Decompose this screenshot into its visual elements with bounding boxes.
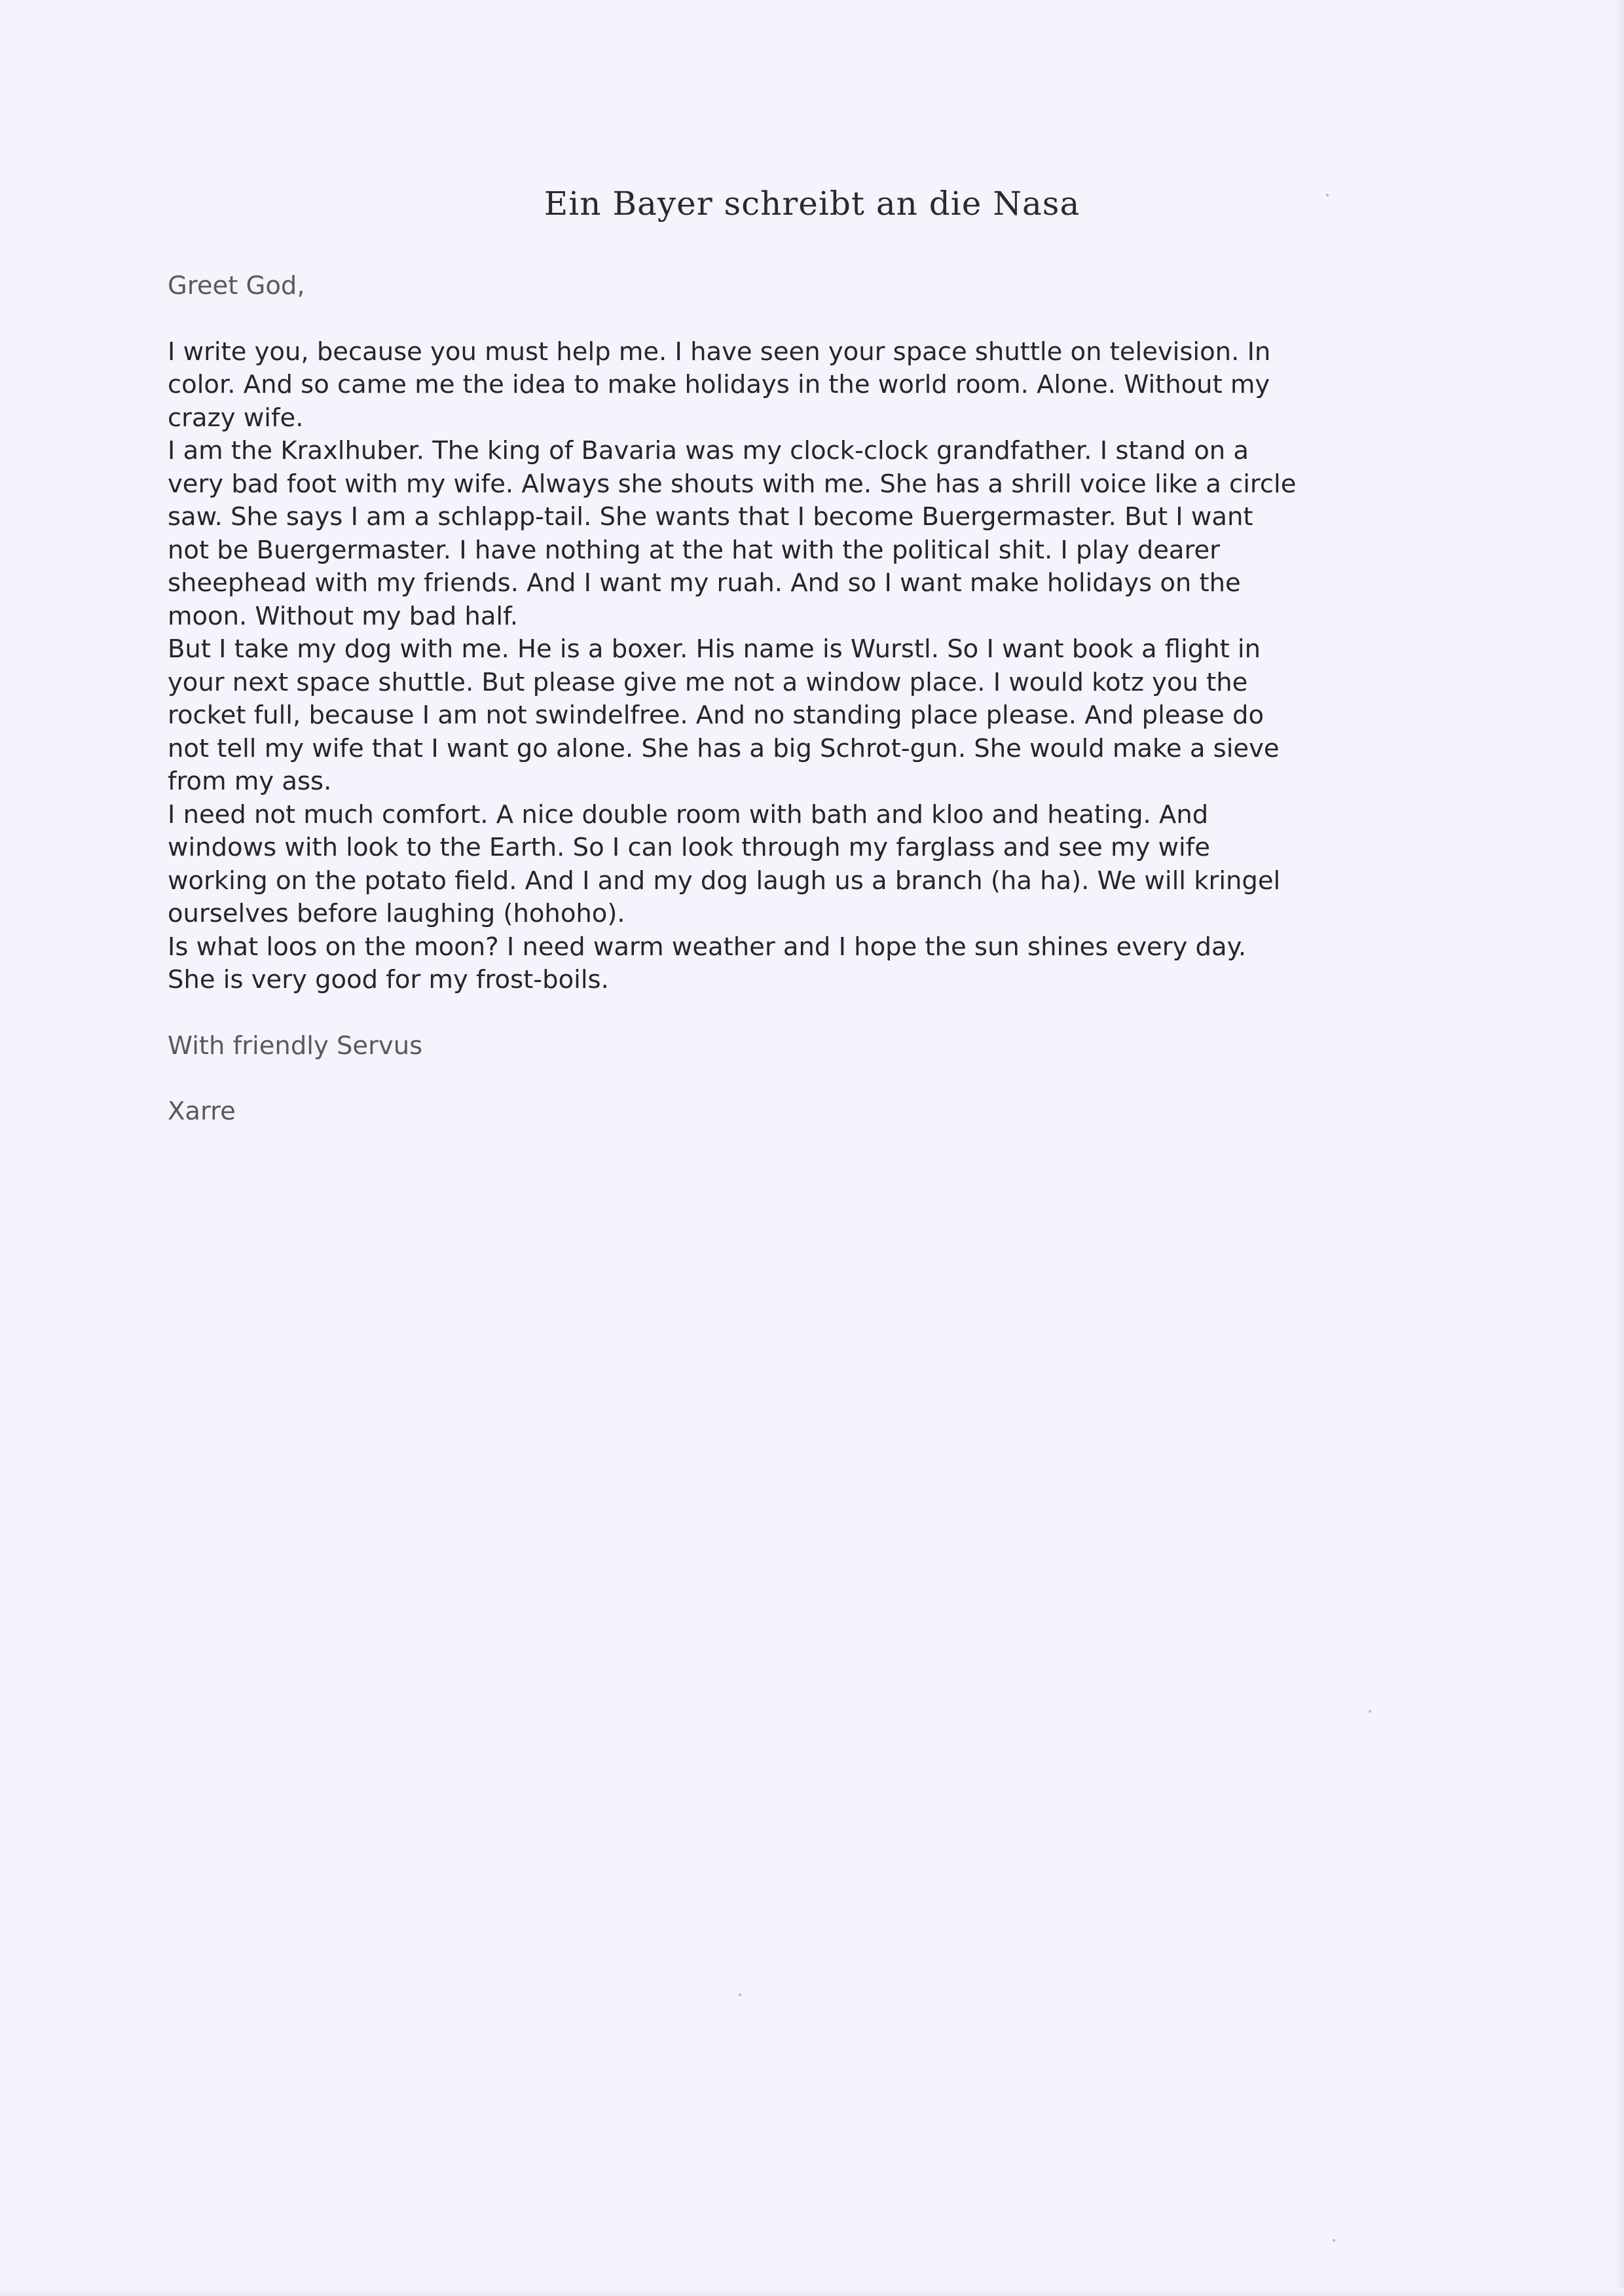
body-line: She is very good for my frost-boils. <box>168 965 609 994</box>
body-line: But I take my dog with me. He is a boxer. His name is Wurstl. So I want book a flight in <box>168 634 1261 664</box>
body-line: not be Buergermaster. I have nothing at the hat with the political shit. I play dearer <box>168 535 1220 565</box>
body-line: working on the potato field. And I and my dog laugh us a branch (ha ha). We will kringel <box>168 866 1281 896</box>
body-line: not tell my wife that I want go alone. She has a big Schrot-gun. She would make a sieve <box>168 733 1280 763</box>
body-line: rocket full, because I am not swindelfree. And no standing place please. And please do <box>168 701 1264 730</box>
body-line: I write you, because you must help me. I have seen your space shuttle on television. In <box>168 337 1271 367</box>
letter-signature: Xarre <box>168 1097 236 1126</box>
letter-title: Ein Bayer schreibt an die Nasa <box>544 185 1080 223</box>
body-line: windows with look to the Earth. So I can look through my farglass and see my wife <box>168 833 1210 862</box>
letter-closing: With friendly Servus <box>168 1030 423 1061</box>
scan-speck <box>1369 1710 1371 1713</box>
body-line: I am the Kraxlhuber. The king of Bavaria was my clock-clock grandfather. I stand on a <box>168 436 1249 465</box>
letter-text <box>168 270 1438 1129</box>
body-line: your next space shuttle. But please give me not a window place. I would kotz you the <box>168 667 1248 697</box>
scan-speck <box>1326 194 1329 196</box>
scan-speck <box>739 1994 741 1996</box>
scan-edge-right <box>1615 0 1624 2296</box>
body-line: very bad foot with my wife. Always she shouts with me. She has a shrill voice like a circle <box>168 469 1297 499</box>
body-line: I need not much comfort. A nice double room with bath and kloo and heating. And <box>168 799 1209 829</box>
letter-body <box>168 336 1438 997</box>
body-line: moon. Without my bad half. <box>168 601 519 631</box>
body-line: from my ass. <box>168 767 332 796</box>
body-line: sheephead with my friends. And I want my ruah. And so I want make holidays on the <box>168 568 1241 598</box>
letter-greeting: Greet God, <box>168 271 305 301</box>
body-line: ourselves before laughing (hohoho). <box>168 899 625 928</box>
body-line: color. And so came me the idea to make holidays in the world room. Alone. Without my <box>168 370 1270 399</box>
body-line: saw. She says I am a schlapp-tail. She wants that I become Buergermaster. But I want <box>168 502 1253 532</box>
scan-edge-bottom <box>0 2288 1624 2296</box>
scan-speck <box>1333 2239 1335 2242</box>
body-line: crazy wife. <box>168 403 304 433</box>
body-line: Is what loos on the moon? I need warm weather and I hope the sun shines every day. <box>168 932 1247 962</box>
